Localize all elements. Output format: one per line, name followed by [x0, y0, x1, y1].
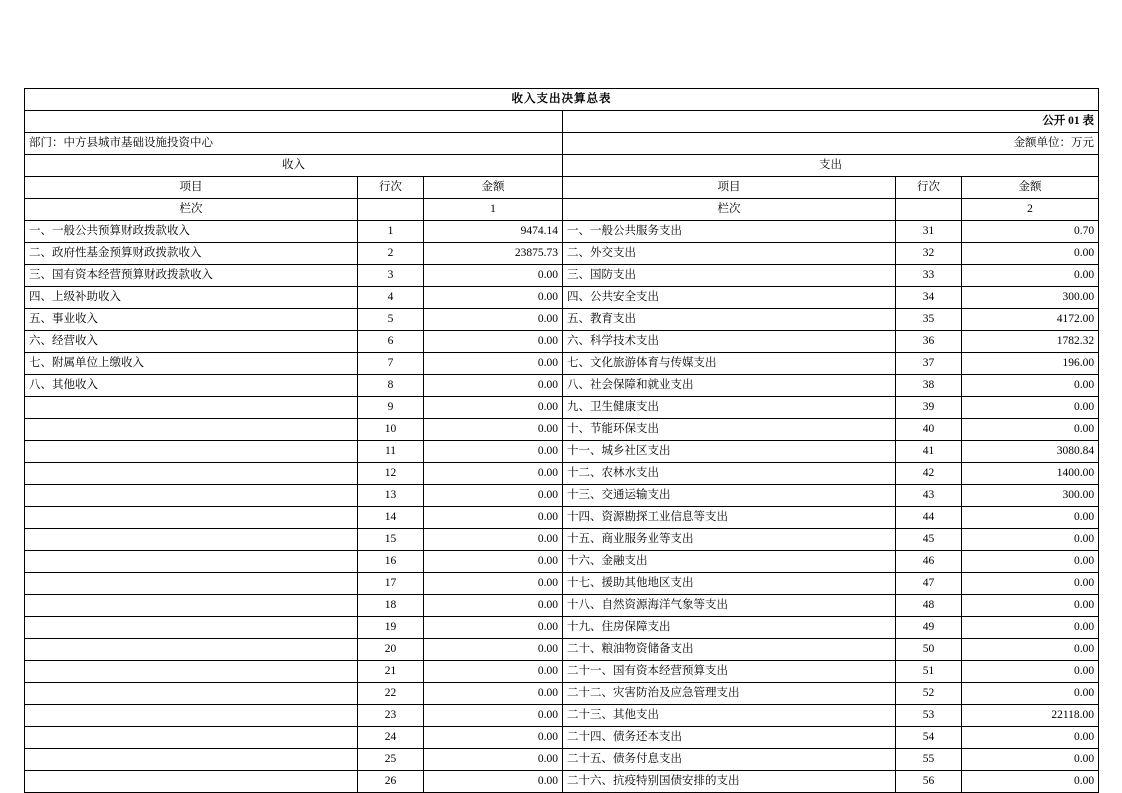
- income-amount: 23875.73: [424, 243, 563, 265]
- income-row-no: 13: [358, 485, 424, 507]
- income-amount: 0.00: [424, 727, 563, 749]
- income-item: [25, 485, 358, 507]
- income-amount: 0.00: [424, 683, 563, 705]
- income-row-no: 16: [358, 551, 424, 573]
- table-row: [25, 353, 1099, 375]
- form-number: 公开 01 表: [563, 111, 1099, 133]
- income-amount: 0.00: [424, 661, 563, 683]
- expenditure-item: 四、公共安全支出: [563, 287, 896, 309]
- expenditure-amount: 0.00: [962, 507, 1099, 529]
- table-row: [25, 463, 1099, 485]
- expenditure-amount: 0.00: [962, 265, 1099, 287]
- expenditure-row-no: 42: [896, 463, 962, 485]
- expenditure-row-no: 48: [896, 595, 962, 617]
- expenditure-amount: 1400.00: [962, 463, 1099, 485]
- expenditure-item: 二十、粮油物资储备支出: [563, 639, 896, 661]
- income-row-no: 10: [358, 419, 424, 441]
- expenditure-item: 十五、商业服务业等支出: [563, 529, 896, 551]
- expenditure-item: 十六、金融支出: [563, 551, 896, 573]
- table-row: [25, 397, 1099, 419]
- income-amount: 0.00: [424, 551, 563, 573]
- income-item: [25, 705, 358, 727]
- expenditure-amount: 0.00: [962, 529, 1099, 551]
- expenditure-amount: 0.00: [962, 551, 1099, 573]
- report-table: [24, 88, 1099, 793]
- expenditure-item: 十三、交通运输支出: [563, 485, 896, 507]
- income-row-no: 11: [358, 441, 424, 463]
- income-item: [25, 661, 358, 683]
- income-amount: 0.00: [424, 749, 563, 771]
- income-row-no: 12: [358, 463, 424, 485]
- expenditure-item: 七、文化旅游体育与传媒支出: [563, 353, 896, 375]
- income-item: [25, 551, 358, 573]
- income-item: [25, 441, 358, 463]
- expenditure-item: 六、科学技术支出: [563, 331, 896, 353]
- income-item: 四、上级补助收入: [25, 287, 358, 309]
- income-amount: 0.00: [424, 705, 563, 727]
- expenditure-amount: 3080.84: [962, 441, 1099, 463]
- expenditure-side-header: 支出: [563, 155, 1099, 177]
- table-row: [25, 441, 1099, 463]
- table-row: [25, 771, 1099, 793]
- income-item: [25, 397, 358, 419]
- income-row-no: 21: [358, 661, 424, 683]
- table-row: [25, 243, 1099, 265]
- report-table-body: [25, 89, 1099, 793]
- table-row: [25, 419, 1099, 441]
- income-item: [25, 573, 358, 595]
- expenditure-amount: 22118.00: [962, 705, 1099, 727]
- table-row: [25, 661, 1099, 683]
- amount-unit-label: 金额单位：万元: [563, 133, 1099, 155]
- income-item: 一、一般公共预算财政拨款收入: [25, 221, 358, 243]
- column-index-income: 1: [424, 199, 563, 221]
- table-row: [25, 529, 1099, 551]
- expenditure-amount: 0.00: [962, 683, 1099, 705]
- expenditure-row-no: 38: [896, 375, 962, 397]
- department-row: [25, 133, 1099, 155]
- title-row: [25, 89, 1099, 111]
- expenditure-amount: 0.00: [962, 595, 1099, 617]
- expenditure-amount: 4172.00: [962, 309, 1099, 331]
- expenditure-row-no: 41: [896, 441, 962, 463]
- income-amount: 0.00: [424, 639, 563, 661]
- income-row-no: 22: [358, 683, 424, 705]
- income-side-header: 收入: [25, 155, 563, 177]
- income-amount: 0.00: [424, 529, 563, 551]
- expenditure-row-no: 46: [896, 551, 962, 573]
- expenditure-row-no: 53: [896, 705, 962, 727]
- income-item: [25, 749, 358, 771]
- income-item: [25, 419, 358, 441]
- income-item: [25, 507, 358, 529]
- income-row-no: 24: [358, 727, 424, 749]
- income-item: [25, 595, 358, 617]
- expenditure-amount: 0.00: [962, 749, 1099, 771]
- income-item: [25, 617, 358, 639]
- expenditure-item: 三、国防支出: [563, 265, 896, 287]
- income-amount: 0.00: [424, 617, 563, 639]
- income-row-no: 25: [358, 749, 424, 771]
- expenditure-amount: 0.00: [962, 375, 1099, 397]
- expenditure-item: 五、教育支出: [563, 309, 896, 331]
- expenditure-item: 八、社会保障和就业支出: [563, 375, 896, 397]
- income-row-no: 26: [358, 771, 424, 793]
- expenditure-amount: 1782.32: [962, 331, 1099, 353]
- expenditure-item: 十四、资源勘探工业信息等支出: [563, 507, 896, 529]
- income-amount: 0.00: [424, 309, 563, 331]
- income-row-no: 4: [358, 287, 424, 309]
- spacer-cell: [25, 111, 563, 133]
- income-row-no: 17: [358, 573, 424, 595]
- income-amount: 0.00: [424, 463, 563, 485]
- table-row: [25, 705, 1099, 727]
- table-row: [25, 617, 1099, 639]
- table-row: [25, 265, 1099, 287]
- expenditure-amount: 0.70: [962, 221, 1099, 243]
- table-row: [25, 309, 1099, 331]
- expenditure-amount: 0.00: [962, 573, 1099, 595]
- expenditure-item: 二十三、其他支出: [563, 705, 896, 727]
- expenditure-row-no: 50: [896, 639, 962, 661]
- income-item: [25, 529, 358, 551]
- expenditure-item: 二十五、债务付息支出: [563, 749, 896, 771]
- table-row: [25, 639, 1099, 661]
- expenditure-row-no: 36: [896, 331, 962, 353]
- income-item: 六、经营收入: [25, 331, 358, 353]
- expenditure-item: 二十二、灾害防治及应急管理支出: [563, 683, 896, 705]
- income-item: [25, 463, 358, 485]
- expenditure-amount: 300.00: [962, 287, 1099, 309]
- income-amount: 0.00: [424, 265, 563, 287]
- expenditure-row-no: 54: [896, 727, 962, 749]
- column-header-item-income: 项目: [25, 177, 358, 199]
- expenditure-row-no: 55: [896, 749, 962, 771]
- column-header-amount-expenditure: 金额: [962, 177, 1099, 199]
- income-row-no: 1: [358, 221, 424, 243]
- income-item: 三、国有资本经营预算财政拨款收入: [25, 265, 358, 287]
- income-row-no: 20: [358, 639, 424, 661]
- income-row-no: 3: [358, 265, 424, 287]
- expenditure-amount: 196.00: [962, 353, 1099, 375]
- expenditure-amount: 0.00: [962, 727, 1099, 749]
- expenditure-row-no: 33: [896, 265, 962, 287]
- expenditure-row-no: 31: [896, 221, 962, 243]
- income-amount: 0.00: [424, 771, 563, 793]
- income-item: 七、附属单位上缴收入: [25, 353, 358, 375]
- income-row-no: 15: [358, 529, 424, 551]
- expenditure-row-no: 43: [896, 485, 962, 507]
- expenditure-item: 二十四、债务还本支出: [563, 727, 896, 749]
- expenditure-item: 一、一般公共服务支出: [563, 221, 896, 243]
- income-row-no: 6: [358, 331, 424, 353]
- table-row: [25, 331, 1099, 353]
- expenditure-row-no: 32: [896, 243, 962, 265]
- expenditure-item: 二十一、国有资本经营预算支出: [563, 661, 896, 683]
- table-row: [25, 287, 1099, 309]
- expenditure-amount: 300.00: [962, 485, 1099, 507]
- expenditure-row-no: 52: [896, 683, 962, 705]
- expenditure-row-no: 40: [896, 419, 962, 441]
- table-row: [25, 595, 1099, 617]
- table-row: [25, 485, 1099, 507]
- column-header-row: [25, 177, 1099, 199]
- expenditure-row-no: 34: [896, 287, 962, 309]
- expenditure-row-no: 35: [896, 309, 962, 331]
- form-number-row: [25, 111, 1099, 133]
- income-item: 二、政府性基金预算财政拨款收入: [25, 243, 358, 265]
- department-label: 部门：中方县城市基础设施投资中心: [25, 133, 563, 155]
- income-row-no: 14: [358, 507, 424, 529]
- expenditure-item: 十九、住房保障支出: [563, 617, 896, 639]
- expenditure-row-no: 45: [896, 529, 962, 551]
- income-amount: 0.00: [424, 397, 563, 419]
- income-amount: 0.00: [424, 485, 563, 507]
- table-row: [25, 573, 1099, 595]
- income-amount: 0.00: [424, 507, 563, 529]
- expenditure-item: 十二、农林水支出: [563, 463, 896, 485]
- table-row: [25, 507, 1099, 529]
- table-row: [25, 221, 1099, 243]
- expenditure-row-no: 47: [896, 573, 962, 595]
- expenditure-item: 九、卫生健康支出: [563, 397, 896, 419]
- income-amount: 0.00: [424, 353, 563, 375]
- income-amount: 0.00: [424, 331, 563, 353]
- column-index-blank-expenditure: [896, 199, 962, 221]
- income-row-no: 8: [358, 375, 424, 397]
- report-sheet: [24, 88, 1098, 793]
- income-item: [25, 683, 358, 705]
- income-row-no: 19: [358, 617, 424, 639]
- column-index-blank-income: [358, 199, 424, 221]
- income-item: [25, 639, 358, 661]
- expenditure-amount: 0.00: [962, 771, 1099, 793]
- column-header-amount-income: 金额: [424, 177, 563, 199]
- expenditure-row-no: 56: [896, 771, 962, 793]
- column-index-expenditure: 2: [962, 199, 1099, 221]
- expenditure-row-no: 39: [896, 397, 962, 419]
- table-row: [25, 683, 1099, 705]
- income-amount: 0.00: [424, 573, 563, 595]
- expenditure-amount: 0.00: [962, 243, 1099, 265]
- table-row: [25, 749, 1099, 771]
- expenditure-row-no: 51: [896, 661, 962, 683]
- column-header-row-expenditure: 行次: [896, 177, 962, 199]
- income-amount: 0.00: [424, 375, 563, 397]
- income-row-no: 18: [358, 595, 424, 617]
- income-row-no: 9: [358, 397, 424, 419]
- column-header-row-income: 行次: [358, 177, 424, 199]
- expenditure-item: 十八、自然资源海洋气象等支出: [563, 595, 896, 617]
- income-amount: 0.00: [424, 441, 563, 463]
- column-header-item-expenditure: 项目: [563, 177, 896, 199]
- expenditure-item: 二十六、抗疫特别国债安排的支出: [563, 771, 896, 793]
- expenditure-amount: 0.00: [962, 617, 1099, 639]
- expenditure-row-no: 37: [896, 353, 962, 375]
- income-item: 五、事业收入: [25, 309, 358, 331]
- column-index-label-income: 栏次: [25, 199, 358, 221]
- income-item: [25, 771, 358, 793]
- income-item: 八、其他收入: [25, 375, 358, 397]
- table-row: [25, 727, 1099, 749]
- income-row-no: 2: [358, 243, 424, 265]
- expenditure-amount: 0.00: [962, 639, 1099, 661]
- expenditure-item: 十七、援助其他地区支出: [563, 573, 896, 595]
- income-row-no: 7: [358, 353, 424, 375]
- expenditure-amount: 0.00: [962, 397, 1099, 419]
- income-row-no: 5: [358, 309, 424, 331]
- expenditure-amount: 0.00: [962, 419, 1099, 441]
- income-amount: 0.00: [424, 595, 563, 617]
- income-item: [25, 727, 358, 749]
- expenditure-item: 二、外交支出: [563, 243, 896, 265]
- expenditure-item: 十、节能环保支出: [563, 419, 896, 441]
- expenditure-row-no: 49: [896, 617, 962, 639]
- table-row: [25, 375, 1099, 397]
- column-index-label-expenditure: 栏次: [563, 199, 896, 221]
- expenditure-item: 十一、城乡社区支出: [563, 441, 896, 463]
- income-amount: 0.00: [424, 287, 563, 309]
- income-amount: 0.00: [424, 419, 563, 441]
- page-title: 收入支出决算总表: [25, 89, 1099, 111]
- side-header-row: [25, 155, 1099, 177]
- table-row: [25, 551, 1099, 573]
- column-index-row: [25, 199, 1099, 221]
- expenditure-row-no: 44: [896, 507, 962, 529]
- income-amount: 9474.14: [424, 221, 563, 243]
- income-row-no: 23: [358, 705, 424, 727]
- expenditure-amount: 0.00: [962, 661, 1099, 683]
